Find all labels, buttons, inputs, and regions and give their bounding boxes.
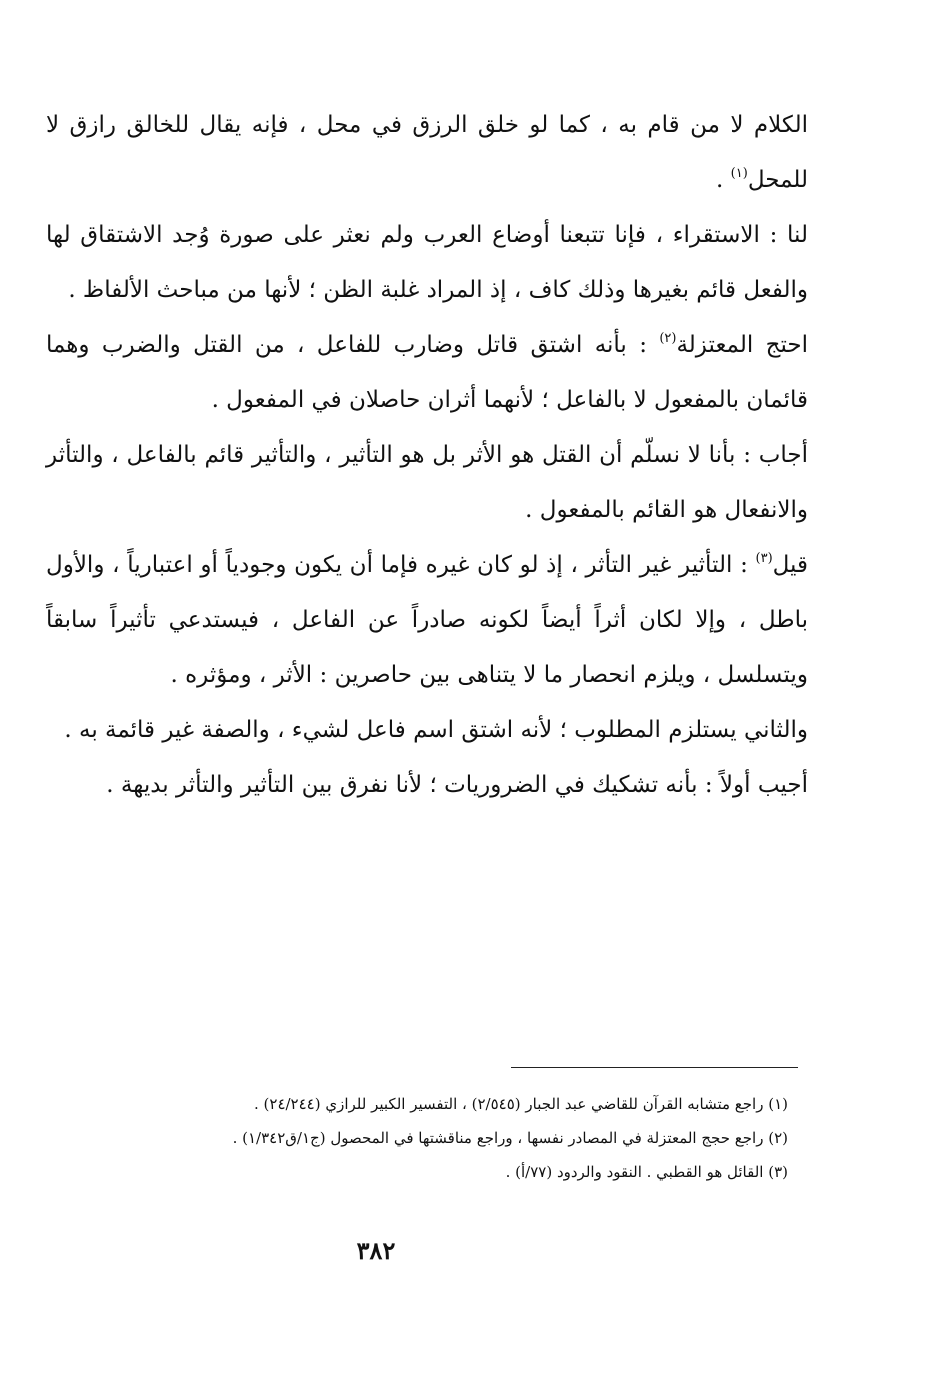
paragraph-7 (46, 758, 808, 813)
paragraph-2 (46, 208, 808, 318)
page-number: ٣٨٢ (356, 1236, 396, 1265)
footnote-ref-1[interactable]: (١) (730, 166, 748, 181)
footnote-2: (٢) راجع حجج المعتزلة في المصادر نفسها ، وراجع مناقشتها في المحصول (ج١/ق١/٣٤٢) . (232, 1129, 788, 1147)
footnote-3: (٣) القائل هو القطبي . النقود والردود (٧٧/أ) . (505, 1163, 788, 1181)
footnote-separator (511, 1067, 798, 1068)
paragraph-5-text: : التأثير غير التأثر ، إذ لو كان غيره فإما أن يكون وجودياً أو اعتبارياً ، والأول باطل ، وإلا لكان أثراً أيضاً لكونه صادراً عن الفاعل ، فيستدعي تأثيراً سابقاً ويتسلسل ، ويلزم انحصار ما لا يتناهى بين حاصرين : الأثر ، ومؤثره . (46, 552, 808, 688)
paragraph-7-text: أجيب أولاً : بأنه تشكيك في الضروريات ؛ لأنا نفرق بين التأثير والتأثر بديهة . (106, 772, 808, 798)
paragraph-4-text: أجاب : بأنا لا نسلّم أن القتل هو الأثر بل هو التأثير ، والتأثير قائم بالفاعل ، والتأثر والانفعال هو القائم بالمفعول . (46, 442, 808, 523)
footnote-ref-2[interactable]: (٢) (659, 331, 677, 346)
paragraph-1-tail: . (716, 167, 731, 193)
paragraph-3-text: : بأنه اشتق قاتل وضارب للفاعل ، من القتل والضرب وهما قائمان بالمفعول لا بالفاعل ؛ لأنهما أثران حاصلان في المفعول . (46, 332, 808, 413)
paragraph-6-text: والثاني يستلزم المطلوب ؛ لأنه اشتق اسم فاعل لشيء ، والصفة غير قائمة به . (64, 717, 808, 743)
paragraph-2-text: لنا : الاستقراء ، فإنا تتبعنا أوضاع العرب ولم نعثر على صورة وُجد الاشتقاق لها والفعل قائم بغيرها وذلك كاف ، إذ المراد غلبة الظن ؛ لأنها من مباحث الألفاظ . (46, 222, 808, 303)
paragraph-3-lead: احتج المعتزلة (676, 332, 808, 358)
paragraph-5-lead: قيل (772, 552, 808, 578)
paragraph-5 (46, 538, 808, 703)
footnotes (46, 1087, 788, 1189)
paragraph-1-text: الكلام لا من قام به ، كما لو خلق الرزق في محل ، فإنه يقال للخالق رازق لا للمحل (46, 112, 808, 193)
paragraph-6 (46, 703, 808, 758)
main-text (46, 98, 808, 813)
paragraph-1 (46, 98, 808, 208)
footnote-1: (١) راجع متشابه القرآن للقاضي عبد الجبار (٢/٥٤٥) ، التفسير الكبير للرازي (٢٤/٢٤٤) . (254, 1095, 788, 1113)
footnote-ref-3[interactable]: (٣) (755, 551, 773, 566)
paragraph-4 (46, 428, 808, 538)
paragraph-3 (46, 318, 808, 428)
